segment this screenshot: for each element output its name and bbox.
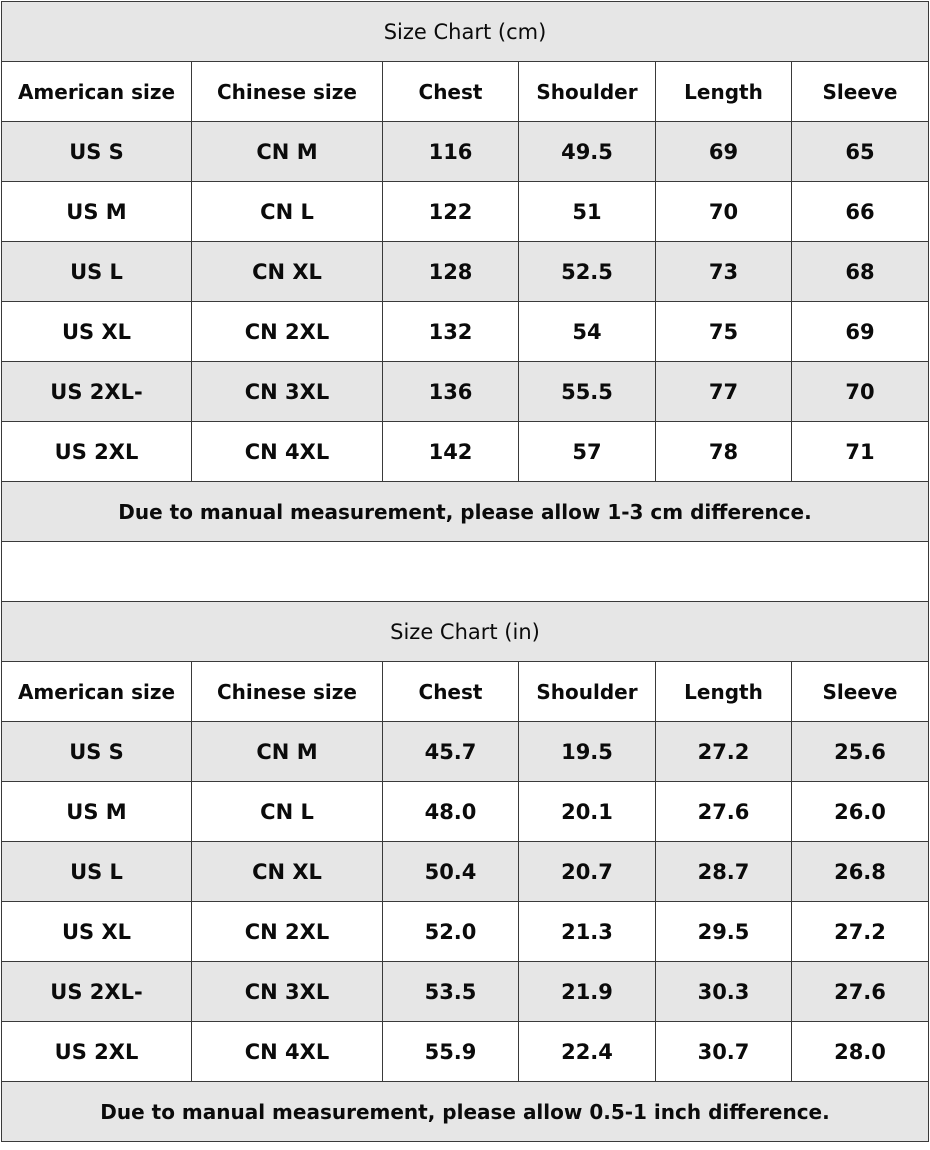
table-cell: 29.5 <box>655 902 791 961</box>
table-cell: CN 3XL <box>191 362 382 421</box>
table-cell: CN 2XL <box>191 902 382 961</box>
in-header-shoulder: Shoulder <box>518 662 655 721</box>
table-cell: CN 2XL <box>191 302 382 361</box>
cm-header-length: Length <box>655 62 791 121</box>
cm-header-american: American size <box>1 62 191 121</box>
table-row <box>1 782 929 842</box>
table-cell: CN XL <box>191 842 382 901</box>
table-cell: CN L <box>191 182 382 241</box>
table-row <box>1 182 929 242</box>
table-cell: 26.8 <box>791 842 929 901</box>
table-cell: 21.9 <box>518 962 655 1021</box>
in-table-title: Size Chart (in) <box>1 602 929 662</box>
table-cell: 21.3 <box>518 902 655 961</box>
table-cell: 49.5 <box>518 122 655 181</box>
table-row <box>1 1022 929 1082</box>
table-cell: 69 <box>791 302 929 361</box>
table-cell: US 2XL- <box>1 962 191 1021</box>
table-cell: 75 <box>655 302 791 361</box>
table-cell: 48.0 <box>382 782 518 841</box>
table-cell: 65 <box>791 122 929 181</box>
table-cell: 20.1 <box>518 782 655 841</box>
table-cell: 28.0 <box>791 1022 929 1081</box>
table-cell: 26.0 <box>791 782 929 841</box>
table-cell: 66 <box>791 182 929 241</box>
table-cell: US XL <box>1 302 191 361</box>
table-cell: 128 <box>382 242 518 301</box>
cm-table-note: Due to manual measurement, please allow 1-3 cm difference. <box>1 482 929 542</box>
table-cell: 116 <box>382 122 518 181</box>
cm-header-shoulder: Shoulder <box>518 62 655 121</box>
table-row <box>1 422 929 482</box>
in-header-length: Length <box>655 662 791 721</box>
cm-header-chinese: Chinese size <box>191 62 382 121</box>
table-cell: 122 <box>382 182 518 241</box>
table-cell: 136 <box>382 362 518 421</box>
table-row <box>1 962 929 1022</box>
cm-header-sleeve: Sleeve <box>791 62 929 121</box>
table-cell: 52.0 <box>382 902 518 961</box>
in-header-american: American size <box>1 662 191 721</box>
in-header-sleeve: Sleeve <box>791 662 929 721</box>
in-header-chinese: Chinese size <box>191 662 382 721</box>
table-row <box>1 122 929 182</box>
table-cell: US 2XL <box>1 422 191 481</box>
table-cell: 30.7 <box>655 1022 791 1081</box>
table-cell: 45.7 <box>382 722 518 781</box>
size-chart-sheet <box>1 1 929 1142</box>
table-cell: US 2XL <box>1 1022 191 1081</box>
table-spacer <box>1 542 929 602</box>
table-cell: CN 3XL <box>191 962 382 1021</box>
table-row <box>1 902 929 962</box>
table-row <box>1 302 929 362</box>
table-cell: 50.4 <box>382 842 518 901</box>
table-cell: 73 <box>655 242 791 301</box>
table-cell: 25.6 <box>791 722 929 781</box>
table-cell: 54 <box>518 302 655 361</box>
table-cell: 30.3 <box>655 962 791 1021</box>
table-cell: 27.6 <box>655 782 791 841</box>
table-cell: 28.7 <box>655 842 791 901</box>
table-cell: 57 <box>518 422 655 481</box>
table-cell: 68 <box>791 242 929 301</box>
table-cell: US 2XL- <box>1 362 191 421</box>
table-cell: 77 <box>655 362 791 421</box>
cm-table-title: Size Chart (cm) <box>1 2 929 62</box>
in-header-row <box>1 662 929 722</box>
table-cell: CN XL <box>191 242 382 301</box>
table-cell: US M <box>1 182 191 241</box>
table-cell: 55.5 <box>518 362 655 421</box>
table-cell: 53.5 <box>382 962 518 1021</box>
table-cell: 55.9 <box>382 1022 518 1081</box>
table-cell: 20.7 <box>518 842 655 901</box>
table-cell: 51 <box>518 182 655 241</box>
table-cell: US XL <box>1 902 191 961</box>
table-cell: US L <box>1 842 191 901</box>
table-cell: 70 <box>655 182 791 241</box>
table-cell: 132 <box>382 302 518 361</box>
table-cell: 78 <box>655 422 791 481</box>
table-cell: CN 4XL <box>191 1022 382 1081</box>
table-cell: 22.4 <box>518 1022 655 1081</box>
table-cell: 52.5 <box>518 242 655 301</box>
table-cell: CN M <box>191 122 382 181</box>
table-cell: 19.5 <box>518 722 655 781</box>
table-cell: US M <box>1 782 191 841</box>
table-row <box>1 842 929 902</box>
cm-header-row <box>1 62 929 122</box>
in-table-note: Due to manual measurement, please allow 0.5-1 inch difference. <box>1 1082 929 1142</box>
table-row <box>1 362 929 422</box>
table-cell: US L <box>1 242 191 301</box>
cm-header-chest: Chest <box>382 62 518 121</box>
table-cell: US S <box>1 122 191 181</box>
table-cell: 27.2 <box>791 902 929 961</box>
table-cell: 69 <box>655 122 791 181</box>
table-cell: CN L <box>191 782 382 841</box>
table-cell: 142 <box>382 422 518 481</box>
table-row <box>1 722 929 782</box>
table-cell: CN 4XL <box>191 422 382 481</box>
table-cell: 71 <box>791 422 929 481</box>
table-cell: 70 <box>791 362 929 421</box>
table-cell: 27.6 <box>791 962 929 1021</box>
table-cell: 27.2 <box>655 722 791 781</box>
in-header-chest: Chest <box>382 662 518 721</box>
table-cell: CN M <box>191 722 382 781</box>
table-row <box>1 242 929 302</box>
table-cell: US S <box>1 722 191 781</box>
